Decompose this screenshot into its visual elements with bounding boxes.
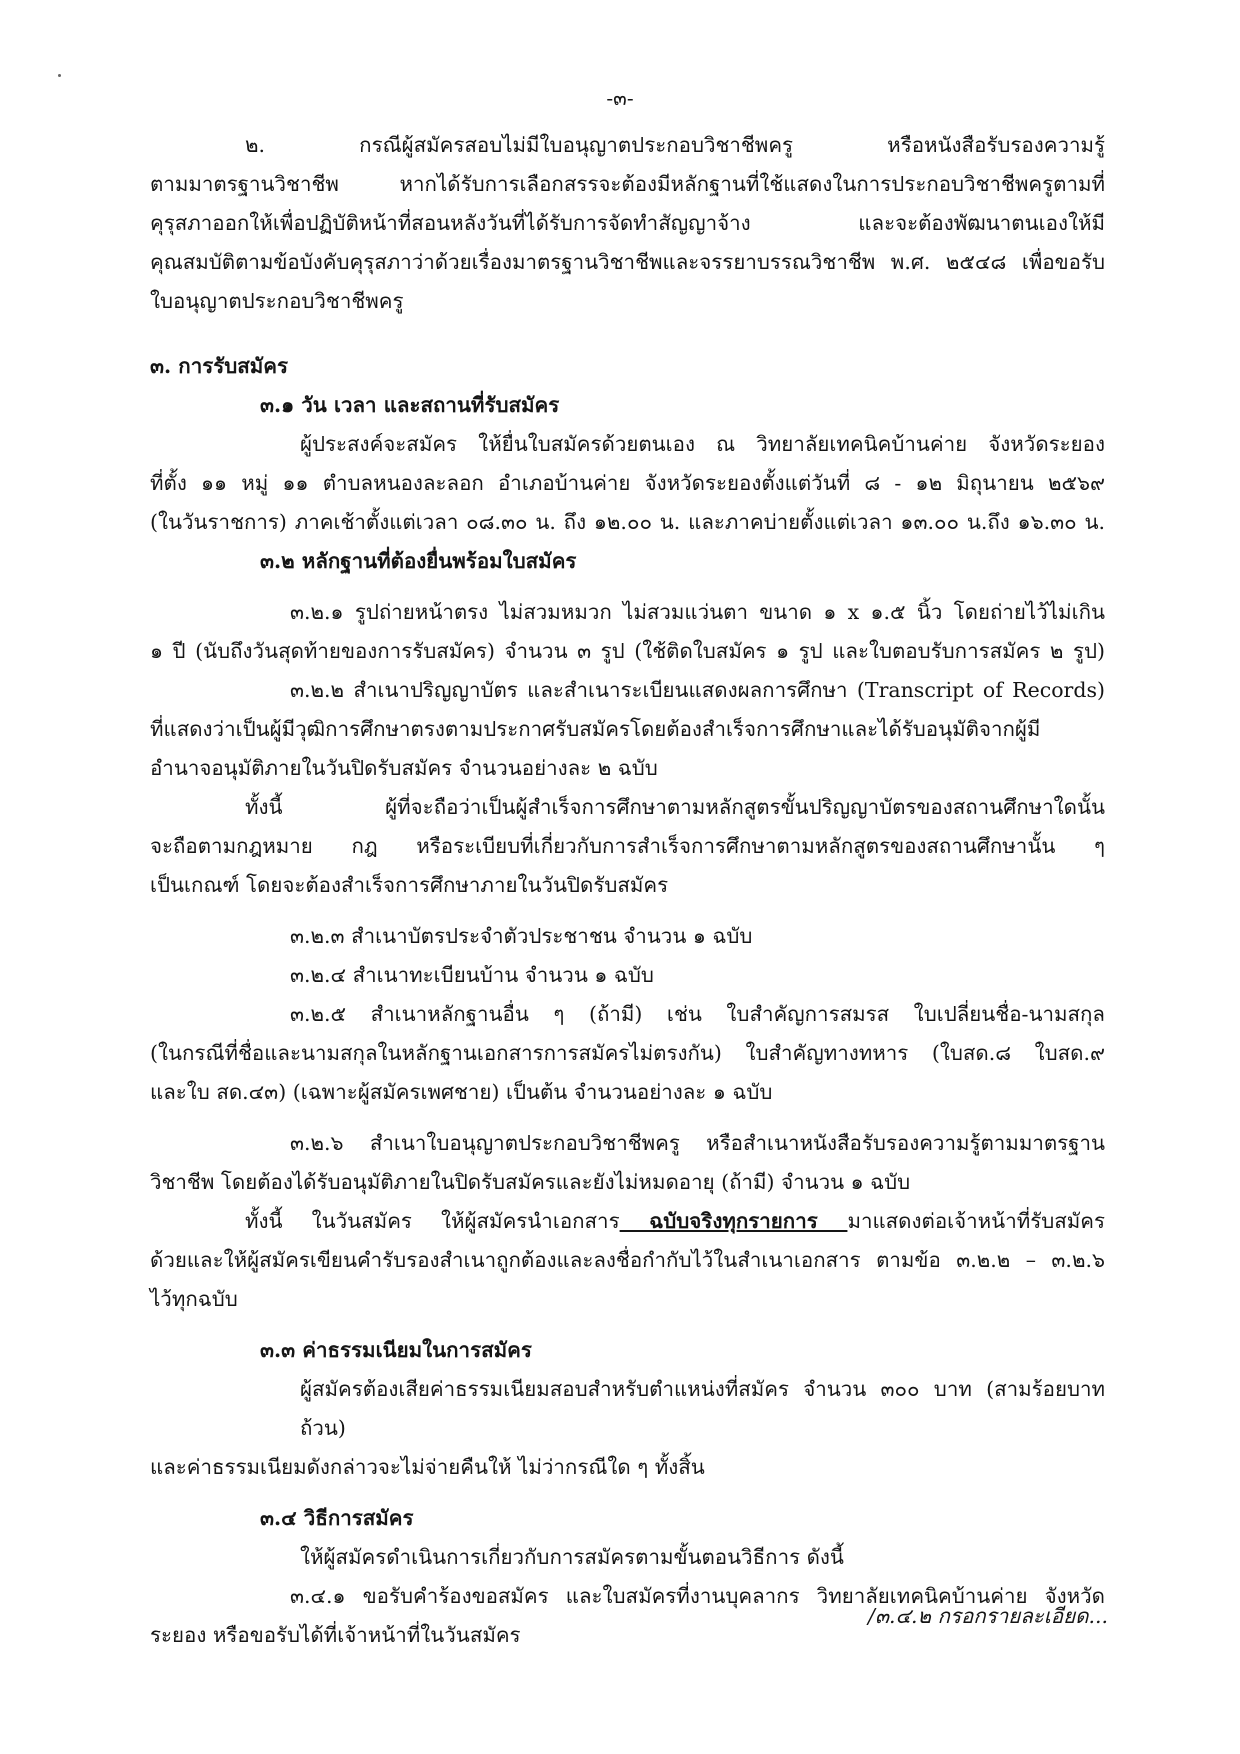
text-line: และค่าธรรมเนียมดังกล่าวจะไม่จ่ายคืนให้ ไม่ว่ากรณีใด ๆ ทั้งสิ้น (150, 1455, 705, 1479)
item-house-registration: ๓.๒.๔ สำเนาทะเบียนบ้าน จำนวน ๑ ฉบับ (290, 963, 654, 987)
text-line: (ในวันราชการ) ภาคเช้าตั้งแต่เวลา ๐๘.๓๐ น. ถึง ๑๒.๐๐ น. และภาคบ่ายตั้งแต่เวลา ๑๓.๐๐ น.ถึง ๑๖.๓๐ น. (150, 510, 1105, 534)
note-original-documents (150, 1202, 1105, 1241)
text-line: ผู้สมัครต้องเสียค่าธรรมเนียมสอบสำหรับตำแหน่งที่สมัคร จำนวน ๓๐๐ บาท (สามร้อยบาทถ้วน) (300, 1377, 1105, 1440)
text-line: คุณสมบัติตามข้อบังคับคุรุสภาว่าด้วยเรื่องมาตรฐานวิชาชีพและจรรยาบรรณวิชาชีพ พ.ศ. ๒๕๔๘ เพื่อขอรับ (150, 250, 1105, 274)
text-line: ด้วยและให้ผู้สมัครเขียนคำรับรองสำเนาถูกต้องและลงชื่อกำกับไว้ในสำเนาเอกสาร ตามข้อ ๓.๒.๒ – ๓.๒.๖ (150, 1248, 1105, 1272)
underlined-emphasis: ฉบับจริงทุกรายการ (619, 1209, 848, 1233)
text-line: เป็นเกณฑ์ โดยจะต้องสำเร็จการศึกษาภายในวันปิดรับสมัคร (150, 873, 669, 897)
item-other-documents: ๓.๒.๕ สำเนาหลักฐานอื่น ๆ (ถ้ามี) เช่น ใบสำคัญการสมรส ใบเปลี่ยนชื่อ-นามสกุล (290, 1002, 1105, 1026)
subsection-heading-date-place: ๓.๑ วัน เวลา และสถานที่รับสมัคร (260, 393, 560, 417)
text-line: (ในกรณีที่ชื่อและนามสกุลในหลักฐานเอกสารการสมัครไม่ตรงกัน) ใบสำคัญทางทหาร (ใบสด.๘ ใบสด.๙ (150, 1041, 1105, 1065)
text-line: ระยอง หรือขอรับได้ที่เจ้าหน้าที่ในวันสมัคร (150, 1623, 521, 1647)
subsection-heading-method: ๓.๔ วิธีการสมัคร (260, 1506, 414, 1530)
text-line: ที่ตั้ง ๑๑ หมู่ ๑๑ ตำบลหนองละลอก อำเภอบ้านค่าย จังหวัดระยองตั้งแต่วันที่ ๘ - ๑๒ มิถุนายน ๒๕๖๙ (150, 471, 1105, 495)
item-photo: ๓.๒.๑ รูปถ่ายหน้าตรง ไม่สวมหมวก ไม่สวมแว่นตา ขนาด ๑ x ๑.๕ นิ้ว โดยถ่ายไว้ไม่เกิน (290, 600, 1105, 624)
text-line: ๒. กรณีผู้สมัครสอบไม่มีใบอนุญาตประกอบวิชาชีพครู หรือหนังสือรับรองความรู้ (245, 133, 1105, 157)
text-run: มาแสดงต่อเจ้าหน้าที่รับสมัคร (847, 1209, 1105, 1233)
subsection-heading-fee: ๓.๓ ค่าธรรมเนียมในการสมัคร (260, 1338, 532, 1362)
item-id-card: ๓.๒.๓ สำเนาบัตรประจำตัวประชาชน จำนวน ๑ ฉบับ (290, 924, 753, 948)
text-line: ที่แสดงว่าเป็นผู้มีวุฒิการศึกษาตรงตามประกาศรับสมัครโดยต้องสำเร็จการศึกษาและได้รับอนุมัติจากผู้มี (150, 717, 1041, 741)
section-heading-application: ๓. การรับสมัคร (150, 354, 288, 378)
text-line: วิชาชีพ โดยต้องได้รับอนุมัติภายในปิดรับสมัครและยังไม่หมดอายุ (ถ้ามี) จำนวน ๑ ฉบับ (150, 1170, 911, 1194)
text-line: อำนาจอนุมัติภายในวันปิดรับสมัคร จำนวนอย่างละ ๒ ฉบับ (150, 756, 658, 780)
text-line: คุรุสภาออกให้เพื่อปฏิบัติหน้าที่สอนหลังวันที่ได้รับการจัดทำสัญญาจ้าง และจะต้องพัฒนาตนเองให้มี (150, 211, 1105, 235)
paragraph-license-requirement (150, 126, 1105, 321)
text-line: ผู้ประสงค์จะสมัคร ให้ยื่นใบสมัครด้วยตนเอง ณ วิทยาลัยเทคนิคบ้านค่าย จังหวัดระยอง (300, 432, 1105, 456)
text-line: ตามมาตรฐานวิชาชีพ หากได้รับการเลือกสรรจะต้องมีหลักฐานที่ใช้แสดงในการประกอบวิชาชีพครูตามที่ (150, 172, 1105, 196)
text-line: ให้ผู้สมัครดำเนินการเกี่ยวกับการสมัครตามขั้นตอนวิธีการ ดังนี้ (300, 1545, 844, 1569)
text-line: ไว้ทุกฉบับ (150, 1287, 238, 1311)
page-number: -๓- (606, 86, 634, 110)
text-line: ใบอนุญาตประกอบวิชาชีพครู (150, 289, 404, 313)
item-degree-transcript: ๓.๒.๒ สำเนาปริญญาบัตร และสำเนาระเบียนแสดงผลการศึกษา (Transcript of Records) (290, 678, 1105, 702)
text-line: และใบ สด.๔๓) (เฉพาะผู้สมัครเพศชาย) เป็นต้น จำนวนอย่างละ ๑ ฉบับ (150, 1080, 773, 1104)
item-request-form: ๓.๔.๑ ขอรับคำร้องขอสมัคร และใบสมัครที่งานบุคลากร วิทยาลัยเทคนิคบ้านค่าย จังหวัด (290, 1584, 1105, 1608)
text-line: ๑ ปี (นับถึงวันสุดท้ายของการรับสมัคร) จำนวน ๓ รูป (ใช้ติดใบสมัคร ๑ รูป และใบตอบรับการสมัคร ๒ รูป) (150, 639, 1105, 663)
text-run: ทั้งนี้ ในวันสมัคร ให้ผู้สมัครนำเอกสาร (245, 1209, 620, 1233)
document-body (150, 126, 1105, 1655)
note-graduation: ทั้งนี้ ผู้ที่จะถือว่าเป็นผู้สำเร็จการศึกษาตามหลักสูตรขั้นปริญญาบัตรของสถานศึกษาใดนั้น (245, 795, 1105, 819)
scan-speck (58, 74, 61, 77)
subsection-heading-documents: ๓.๒ หลักฐานที่ต้องยื่นพร้อมใบสมัคร (260, 549, 577, 573)
text-line: จะถือตามกฎหมาย กฎ หรือระเบียบที่เกี่ยวกับการสำเร็จการศึกษาตามหลักสูตรของสถานศึกษานั้น ๆ (150, 834, 1105, 858)
item-teaching-license: ๓.๒.๖ สำเนาใบอนุญาตประกอบวิชาชีพครู หรือสำเนาหนังสือรับรองความรู้ตามมาตรฐาน (290, 1131, 1105, 1155)
continuation-note: /๓.๔.๒ กรอกรายละเอียด... (868, 1604, 1108, 1628)
